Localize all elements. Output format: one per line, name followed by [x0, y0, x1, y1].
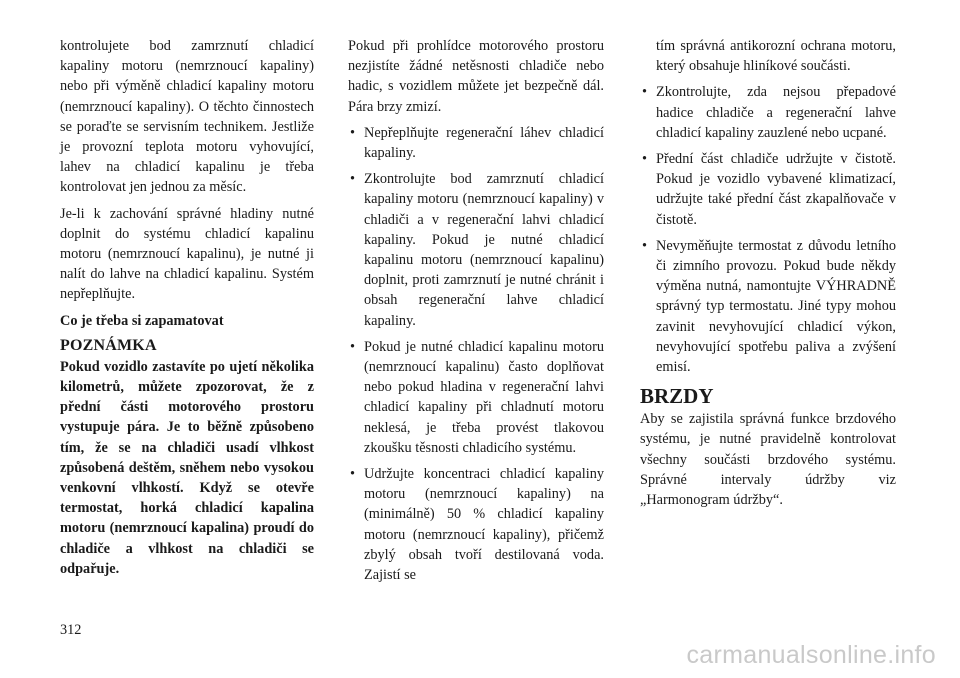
- left-column: [60, 36, 314, 585]
- intro-paragraph: kontrolujete bod zamrznutí chladicí kapaliny motoru (nemrznoucí kapaliny) nebo při výměně chladicí kapaliny motoru (nemrznoucí kapaliny). O těchto činnostech se poraďte se servisním technikem. Jestliže je provozní teplota motoru vyhovující, lahev na chladicí kapalinu je třeba kontrolovat jen jednou za měsíc.: [60, 38, 314, 196]
- refill-paragraph: Je-li k zachování správné hladiny nutné doplnit do systému chladicí kapalinu motoru (nemrznoucí kapalinu), je nutné ji nalít do lahve na chladicí kapalinu. Systém nepřeplňujte.: [60, 205, 314, 303]
- list-item: • Nepřeplňujte regenerační láhev chladicí kapaliny.: [348, 123, 604, 163]
- page-number: 312: [60, 622, 82, 638]
- list-item-continuation: tím správná antikorozní ochrana motoru, který obsahuje hliníkové součásti.: [656, 38, 896, 75]
- list-item: • Pokud je nutné chladicí kapalinu motoru (nemrznoucí kapalinu) často doplňovat nebo pokud hladina v regenerační lahvi chladicí kapaliny při chladnutí motoru neklesá, je třeba provést tlakovou zkoušku těsnosti chladicího systému.: [348, 337, 604, 458]
- coolant-tips-list: [348, 123, 604, 585]
- list-item: • Udržujte koncentraci chladicí kapaliny motoru (nemrznoucí kapaliny) na (minimálně) 50 % chladicí kapaliny motoru (nemrznoucí kapaliny), přičemž zbylý obsah tvoří destilovaná voda. Zajistí se: [348, 464, 604, 585]
- list-item: • Zkontrolujte, zda nejsou přepadové hadice chladiče a regenerační lahve chladicí kapaliny zauzlené nebo ucpané.: [640, 82, 896, 143]
- right-column: [640, 36, 896, 516]
- middle-column: [348, 36, 604, 591]
- note-heading: POZNÁMKA: [60, 336, 157, 354]
- watermark: carmanualsonline.info: [686, 641, 936, 669]
- section-heading-brakes: BRZDY: [640, 384, 714, 409]
- list-item: • Přední část chladiče udržujte v čistotě. Pokud je vozidlo vybavené klimatizací, udržujte také přední část zkapalňovače v čistotě.: [640, 149, 896, 230]
- remember-heading: Co je třeba si zapamatovat: [60, 312, 224, 329]
- steam-paragraph: Pokud při prohlídce motorového prostoru nezjistíte žádné netěsnosti chladiče nebo hadic, s vozidlem můžete jet bezpečně dál. Pára brzy zmizí.: [348, 38, 604, 115]
- list-item: • Nevyměňujte termostat z důvodu letního či zimního provozu. Pokud bude někdy výměna nutná, namontujte VÝHRADNĚ správný typ termostatu. Jiné typy mohou zavinit nevyhovující chladicí výkon, nevyhovující spotřebu paliva a zvýšení emisí.: [640, 236, 896, 377]
- coolant-tips-list-continued: [640, 36, 896, 377]
- brakes-paragraph: Aby se zajistila správná funkce brzdového systému, je nutné pravidelně kontrolovat všechny součásti brzdového systému. Správné intervaly údržby viz „Harmonogram údržby“.: [640, 411, 896, 509]
- note-text: Pokud vozidlo zastavíte po ujetí několika kilometrů, můžete zpozorovat, že z přední části motorového prostoru vystupuje pára. Je to běžně způsobeno tím, že se na chladiči usadí vlhkost způsobená deštěm, sněhem nebo vysokou venkovní vlhkostí. Když se otevře termostat, horká chladicí kapalina motoru (nemrznoucí kapalina) proudí do chladiče a vlhkost na chladiči se odpařuje.: [60, 358, 314, 577]
- list-item: • Zkontrolujte bod zamrznutí chladicí kapaliny motoru (nemrznoucí kapaliny) v chladiči a v regenerační lahvi chladicí kapaliny. Pokud je nutné chladicí kapalinu motoru (nemrznoucí kapalinu) doplnit, proti zamrznutí je nutné chránit i obsah regenerační lahve chladicí kapaliny.: [348, 169, 604, 331]
